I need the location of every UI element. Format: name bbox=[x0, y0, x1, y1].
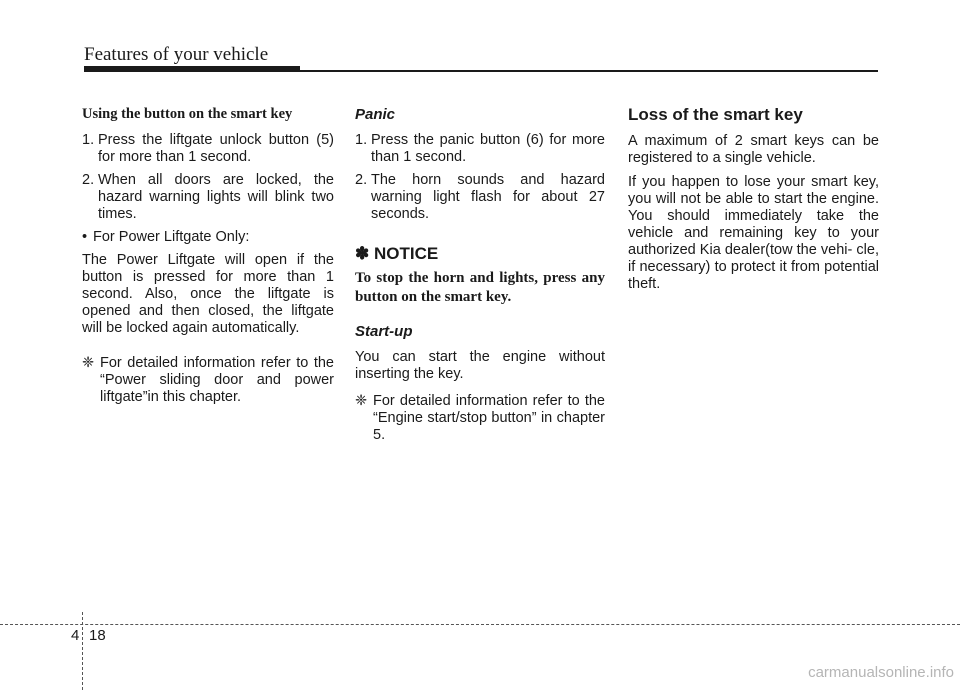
reference-text: For detailed information refer to the “Engine start/stop button” in chapter 5. bbox=[373, 393, 605, 443]
list-text: The horn sounds and hazard warning light flash for about 27 seconds. bbox=[371, 172, 605, 222]
panic-heading: Panic bbox=[355, 106, 396, 123]
startup-text: You can start the engine without inserting the key. bbox=[355, 349, 605, 382]
loss-paragraph-2: If you happen to lose your smart key, you will not be able to start the engine. You should immediately take the vehicle and remaining key to your authorized Kia dealer(tow the vehi- cle, if necessary) to protect it from potential theft. bbox=[628, 174, 879, 292]
page-number: 18 bbox=[89, 627, 106, 644]
bullet-item bbox=[82, 229, 334, 246]
middle-column bbox=[355, 106, 605, 450]
list-text: Press the panic button (6) for more than 1 second. bbox=[371, 132, 605, 165]
notice-text: To stop the horn and lights, press any button on the smart key. bbox=[355, 270, 605, 305]
list-item bbox=[355, 172, 605, 223]
reference-icon: ❈ bbox=[355, 393, 368, 409]
loss-of-smart-key-heading: Loss of the smart key bbox=[628, 105, 803, 124]
reference-text: For detailed information refer to the “Power sliding door and power liftgate”in this chapter. bbox=[100, 355, 334, 405]
bullet-text: For Power Liftgate Only: bbox=[93, 229, 250, 245]
chapter-number: 4 bbox=[71, 627, 80, 644]
footer-crop-line-horizontal bbox=[0, 624, 960, 625]
startup-heading: Start-up bbox=[355, 323, 413, 340]
reference-icon: ❈ bbox=[82, 355, 95, 371]
list-text: When all doors are locked, the hazard warning lights will blink two times. bbox=[98, 172, 334, 222]
footer-crop-line-vertical bbox=[82, 612, 83, 690]
loss-paragraph-1: A maximum of 2 smart keys can be registered to a single vehicle. bbox=[628, 133, 879, 166]
reference-note bbox=[355, 393, 605, 444]
notice-heading: ✽ NOTICE bbox=[355, 244, 439, 263]
left-column bbox=[82, 106, 334, 412]
list-item bbox=[82, 132, 334, 166]
watermark: carmanualsonline.info bbox=[808, 664, 954, 681]
list-number: 2. bbox=[355, 172, 368, 188]
list-item bbox=[355, 132, 605, 166]
list-number: 1. bbox=[355, 132, 368, 148]
header-bar bbox=[84, 66, 300, 72]
list-number: 2. bbox=[82, 172, 95, 188]
power-liftgate-paragraph: The Power Liftgate will open if the button is pressed for more than 1 second. Also, once the liftgate is opened and then closed, the liftgate will be locked again automatically. bbox=[82, 252, 334, 336]
page-header-title: Features of your vehicle bbox=[84, 44, 269, 65]
list-number: 1. bbox=[82, 132, 95, 148]
right-column bbox=[628, 106, 879, 300]
list-text: Press the liftgate unlock button (5) for more than 1 second. bbox=[98, 132, 334, 165]
smart-key-button-heading: Using the button on the smart key bbox=[82, 106, 293, 122]
reference-note bbox=[82, 355, 334, 406]
bullet-icon: • bbox=[82, 229, 88, 245]
list-item bbox=[82, 172, 334, 223]
